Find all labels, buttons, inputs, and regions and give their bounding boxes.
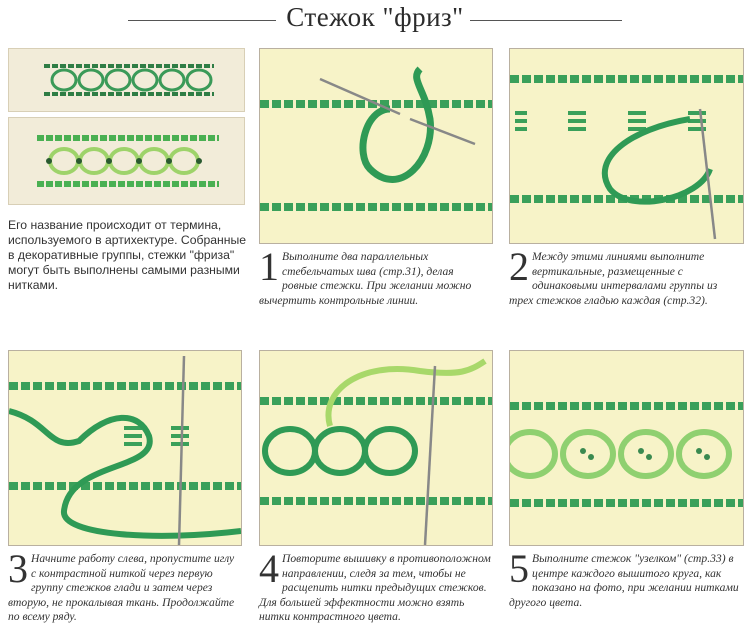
step-5-number: 5 — [509, 546, 529, 591]
page-title: Стежок "фриз" — [286, 2, 464, 32]
step-1-text — [259, 244, 491, 308]
sample-photo-1 — [8, 48, 245, 112]
step-1-illustration — [259, 48, 493, 244]
needle-icon — [320, 79, 400, 114]
step-2-number: 2 — [509, 244, 529, 289]
step-1-number: 1 — [259, 244, 279, 289]
step-2-illustration — [509, 48, 744, 244]
step-3-description: Начните работу слева, пропустите иглу с контрастной ниткой через первую группу стежков глади и затем через вторую, не прокалывая ткань. Продолжайте по всему ряду. — [8, 552, 235, 623]
step-4-number: 4 — [259, 546, 279, 591]
step-5-description: Выполните стежок "узелком" (стр.33) в центре каждого вышитого круга, как показано на фото, при желании нитками другого цвета. — [509, 552, 739, 609]
step-5-text — [509, 546, 742, 610]
intro-text: Его название происходит от термина, используемого в артихектуре. Собранные в декоративные группы, стежки "фриза" могут быть выполнены самыми разными нитками. — [8, 218, 247, 292]
step-5-illustration — [509, 350, 744, 546]
step-4-description: Повторите вышивку в противоположном направлении, следя за тем, чтобы не расщепить нитки предыдущих стежков. Для большей эффектности можно взять нитки контрастного цвета. — [259, 552, 491, 623]
sample-photo-2 — [8, 117, 245, 205]
title-rule-right — [470, 20, 622, 21]
step-4-illustration — [259, 350, 493, 546]
step-4-text — [259, 546, 491, 625]
step-3-text — [8, 546, 240, 625]
step-3-number: 3 — [8, 546, 28, 591]
step-1-description: Выполните два параллельных стебельчатых шва (стр.31), делая ровные стежки. При желании можно вычертить контрольные линии. — [259, 250, 472, 307]
step-3-illustration — [8, 350, 242, 546]
step-2-text — [509, 244, 742, 308]
step-2-description: Между этими линиями выполните вертикальные, размещенные с одинаковыми интервалами группы из трех стежков гладью каждая (стр.32). — [509, 250, 718, 307]
title-bar — [0, 0, 750, 40]
